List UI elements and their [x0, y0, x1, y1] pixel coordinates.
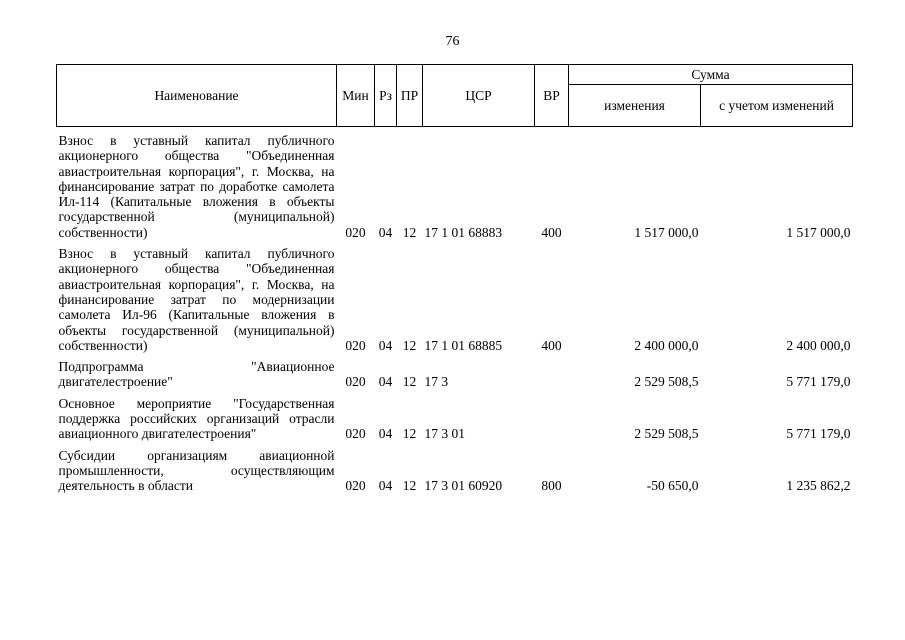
- header-sum: Сумма: [569, 65, 853, 85]
- row-with-change: 1 517 000,0: [786, 224, 851, 240]
- row-rz: 04: [378, 426, 393, 442]
- row-vr: [535, 353, 569, 390]
- row-name: Взнос в уставный капитал публичного акционерного общества "Объединенная авиастроительная корпорация", г. Москва, на финансирование затрат по модернизации самолета Ил-96 (Капитальные вложения в объекты государственной (муниципальной) собственности): [58, 246, 335, 353]
- row-pr: 12: [402, 426, 417, 442]
- header-csr: ЦСР: [423, 65, 535, 127]
- header-rz: Рз: [375, 65, 397, 127]
- row-min: 020: [345, 426, 366, 442]
- row-pr: 12: [402, 374, 417, 390]
- header-vr: ВР: [535, 65, 569, 127]
- row-change: 2 529 508,5: [634, 374, 699, 390]
- row-with-change: 5 771 179,0: [786, 426, 851, 442]
- row-name: Субсидии организациям авиационной промышленности, осуществляющим деятельность в области: [58, 447, 335, 494]
- row-min: 020: [345, 478, 366, 494]
- row-csr: 17 1 01 68883: [424, 224, 503, 240]
- table-row: [57, 390, 853, 442]
- row-pr: 12: [402, 224, 417, 240]
- row-csr: 17 3: [424, 374, 449, 390]
- row-change: 2 529 508,5: [634, 426, 699, 442]
- header-change: изменения: [569, 85, 701, 127]
- table-row: [57, 127, 853, 241]
- row-rz: 04: [378, 337, 393, 353]
- table-body: [57, 127, 853, 494]
- row-name: Подпрограмма "Авиационное двигателестроение": [58, 359, 335, 390]
- header-name: Наименование: [57, 65, 337, 127]
- row-rz: 04: [378, 478, 393, 494]
- budget-table: [56, 64, 853, 494]
- row-vr: 800: [541, 478, 562, 494]
- header-with-change: с учетом изменений: [701, 85, 853, 127]
- table-row: [57, 240, 853, 353]
- row-name: Взнос в уставный капитал публичного акционерного общества "Объединенная авиастроительная корпорация", г. Москва, на финансирование затрат по доработке самолета Ил-114 (Капитальные вложения в объекты государственной (муниципальной) собственности): [58, 133, 335, 240]
- header-min: Мин: [337, 65, 375, 127]
- row-vr: [535, 390, 569, 442]
- row-change: 1 517 000,0: [634, 224, 699, 240]
- row-pr: 12: [402, 337, 417, 353]
- table-row: [57, 353, 853, 390]
- row-csr: 17 3 01 60920: [424, 478, 503, 494]
- header-pr: ПР: [397, 65, 423, 127]
- table-header: [57, 65, 853, 127]
- row-min: 020: [345, 374, 366, 390]
- row-pr: 12: [402, 478, 417, 494]
- row-vr: 400: [541, 224, 562, 240]
- row-with-change: 5 771 179,0: [786, 374, 851, 390]
- row-csr: 17 3 01: [424, 426, 465, 442]
- row-vr: 400: [541, 337, 562, 353]
- row-with-change: 1 235 862,2: [786, 478, 851, 494]
- row-min: 020: [345, 224, 366, 240]
- page-number: 76: [445, 34, 460, 49]
- row-with-change: 2 400 000,0: [786, 337, 851, 353]
- row-name: Основное мероприятие "Государственная поддержка российских организаций отрасли авиационного двигателестроения": [58, 395, 335, 442]
- row-min: 020: [345, 337, 366, 353]
- row-rz: 04: [378, 224, 393, 240]
- row-rz: 04: [378, 374, 393, 390]
- table-row: [57, 442, 853, 494]
- row-change: 2 400 000,0: [634, 337, 699, 353]
- row-csr: 17 1 01 68885: [424, 337, 503, 353]
- row-change: -50 650,0: [646, 478, 699, 494]
